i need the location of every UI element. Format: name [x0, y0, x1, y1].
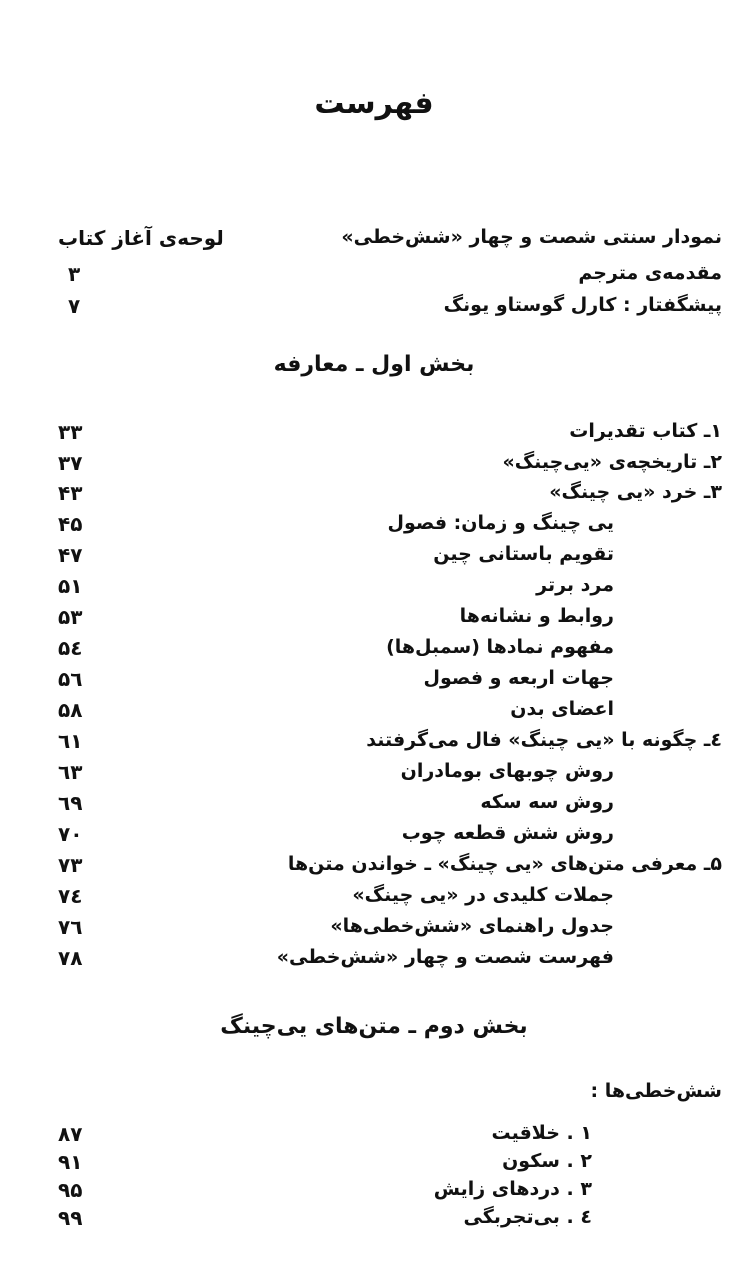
- toc-entry-text: یی چینگ و زمان: فصول: [387, 512, 614, 534]
- toc-entry: [0, 543, 748, 573]
- toc-entry-text: مرد برتر: [536, 574, 614, 596]
- toc-entry-page: ٦۹: [58, 791, 83, 815]
- toc-entry: [0, 884, 748, 914]
- toc-entry: [0, 698, 748, 728]
- toc-entry: [0, 822, 748, 852]
- toc-entry-text: ٤ـ چگونه با «یی چینگ» فال می‌گرفتند: [366, 729, 722, 751]
- part2-heading: بخش دوم ـ متن‌های یی‌چینگ: [220, 1014, 528, 1039]
- toc-entry-text: روش سه سکه: [480, 791, 614, 813]
- toc-entry-text: ۳ـ خرد «یی چینگ»: [549, 481, 722, 503]
- toc-entry-text: ۳ . دردهای زایش: [433, 1178, 592, 1200]
- toc-entry-page: ۳۷: [58, 451, 83, 475]
- toc-entry-text: ٤ . بی‌تجربگی: [463, 1206, 592, 1228]
- toc-entry-page: لوحه‌ی آغاز کتاب: [58, 226, 224, 250]
- toc-entry-page: ۸۷: [58, 1122, 83, 1146]
- toc-entry-page: ۹۹: [58, 1206, 83, 1230]
- toc-entry-page: ۷۰: [58, 822, 83, 846]
- toc-entry-page: ۴۳: [58, 481, 83, 505]
- toc-entry: [0, 420, 748, 450]
- toc-entry: [0, 1122, 748, 1152]
- hexagrams-label: شش‌خطی‌ها :: [590, 1080, 722, 1102]
- toc-entry-text: ۲ـ تاریخچه‌ی «یی‌چینگ»: [502, 451, 722, 473]
- toc-entry-page: ۴۷: [58, 543, 83, 567]
- toc-entry: [0, 791, 748, 821]
- toc-entry-page: ۴۵: [58, 512, 83, 536]
- toc-entry: [0, 636, 748, 666]
- toc-entry: [0, 1178, 748, 1208]
- toc-entry-text: جهات اربعه و فصول: [423, 667, 614, 689]
- toc-entry: [0, 605, 748, 635]
- toc-entry: [0, 729, 748, 759]
- toc-entry: [0, 1206, 748, 1236]
- toc-entry-text: مقدمه‌ی مترجم: [578, 262, 722, 284]
- toc-entry-text: ۱ . خلاقیت: [491, 1122, 592, 1144]
- toc-entry: [0, 451, 748, 481]
- toc-entry-text: روابط و نشانه‌ها: [459, 605, 614, 627]
- toc-entry-text: مفهوم نمادها (سمبل‌ها): [386, 636, 614, 658]
- toc-entry: [0, 226, 748, 256]
- toc-entry-text: روش شش قطعه چوب: [401, 822, 614, 844]
- toc-entry-page: ۵۱: [58, 574, 83, 598]
- toc-entry: [0, 946, 748, 976]
- toc-entry-text: ۱ـ کتاب تقدیرات: [569, 420, 722, 442]
- page-title: فهرست: [314, 86, 434, 121]
- toc-entry-page: ۹۱: [58, 1150, 83, 1174]
- toc-entry: [0, 481, 748, 511]
- toc-entry-text: جدول راهنمای «شش‌خطی‌ها»: [330, 915, 614, 937]
- toc-entry: [0, 294, 748, 324]
- toc-entry-text: پیشگفتار : کارل گوستاو یونگ: [443, 294, 722, 316]
- toc-entry-page: ۵٦: [58, 667, 83, 691]
- toc-entry: [0, 574, 748, 604]
- toc-entry-text: جملات کلیدی در «یی چینگ»: [352, 884, 614, 906]
- toc-entry-page: ۵۸: [58, 698, 83, 722]
- toc-entry-page: ۵٤: [58, 636, 83, 660]
- toc-entry-page: ۷۳: [58, 853, 83, 877]
- toc-entry-text: نمودار سنتی شصت و چهار «شش‌خطی»: [341, 226, 722, 248]
- toc-entry-page: ۷٤: [58, 884, 83, 908]
- toc-entry-page: ٦۳: [58, 760, 83, 784]
- toc-entry: [0, 915, 748, 945]
- toc-entry-page: ۳۳: [58, 420, 83, 444]
- toc-entry-page: ۹۵: [58, 1178, 83, 1202]
- toc-entry-text: روش چوبهای بومادران: [400, 760, 614, 782]
- toc-entry: [0, 760, 748, 790]
- toc-entry-page: ۷: [68, 294, 81, 318]
- toc-entry-page: ۷٦: [58, 915, 83, 939]
- toc-entry-text: ۲ . سکون: [502, 1150, 592, 1172]
- toc-entry: [0, 853, 748, 883]
- toc-entry-page: ۳: [68, 262, 81, 286]
- toc-entry-text: ۵ـ معرفی متن‌های «یی چینگ» ـ خواندن متن‌ها: [287, 853, 722, 875]
- toc-entry: [0, 262, 748, 292]
- toc-entry: [0, 1150, 748, 1180]
- toc-entry: [0, 512, 748, 542]
- toc-entry-text: تقویم باستانی چین: [433, 543, 614, 565]
- toc-entry-page: ٦۱: [58, 729, 83, 753]
- toc-entry-page: ۵۳: [58, 605, 83, 629]
- toc-entry-page: ۷۸: [58, 946, 83, 970]
- toc-entry-text: اعضای بدن: [510, 698, 614, 720]
- toc-entry: [0, 667, 748, 697]
- toc-entry-text: فهرست شصت و چهار «شش‌خطی»: [276, 946, 614, 968]
- part1-heading: بخش اول ـ معارفه: [273, 352, 475, 377]
